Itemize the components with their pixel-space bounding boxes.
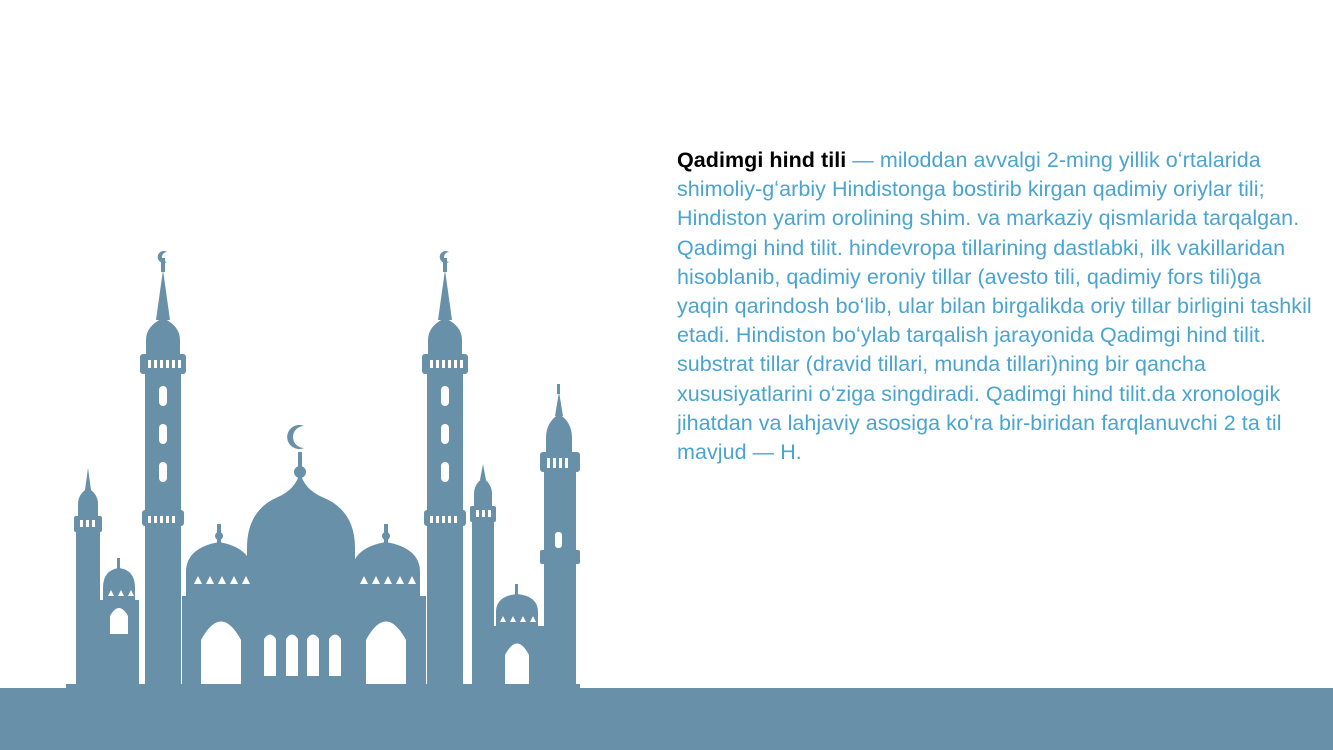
- term-heading: Qadimgi hind tili: [677, 148, 847, 172]
- description-paragraph: [677, 146, 1317, 467]
- description-text: — miloddan avvalgi 2-ming yillik oʻrtalarida shimoliy-gʻarbiy Hindistonga bostirib kirgan qadimiy oriylar tili; Hindiston yarim orolining shim. va markaziy qismlarida tarqalgan. Qadimgi hind tilit. hindevropa tillarining dastlabki, ilk vakillaridan hisoblanib, qadimiy eroniy tillar (avesto tili, qadimiy fors tili)ga yaqin qarindosh boʻlib, ular bilan birgalikda oriy tillar birligini tashkil etadi. Hindiston boʻylab tarqalish jarayonida Qadimgi hind tilit. substrat tillar (dravid tillari, munda tillari)ning bir qancha xususiyatlarini oʻziga singdiradi. Qadimgi hind tilit.da xronologik jihatdan va lahjaviy asosiga koʻra bir-biridan farqlanuvchi 2 ta til mavjud — H.: [677, 148, 1312, 465]
- ground-band: [0, 688, 1333, 750]
